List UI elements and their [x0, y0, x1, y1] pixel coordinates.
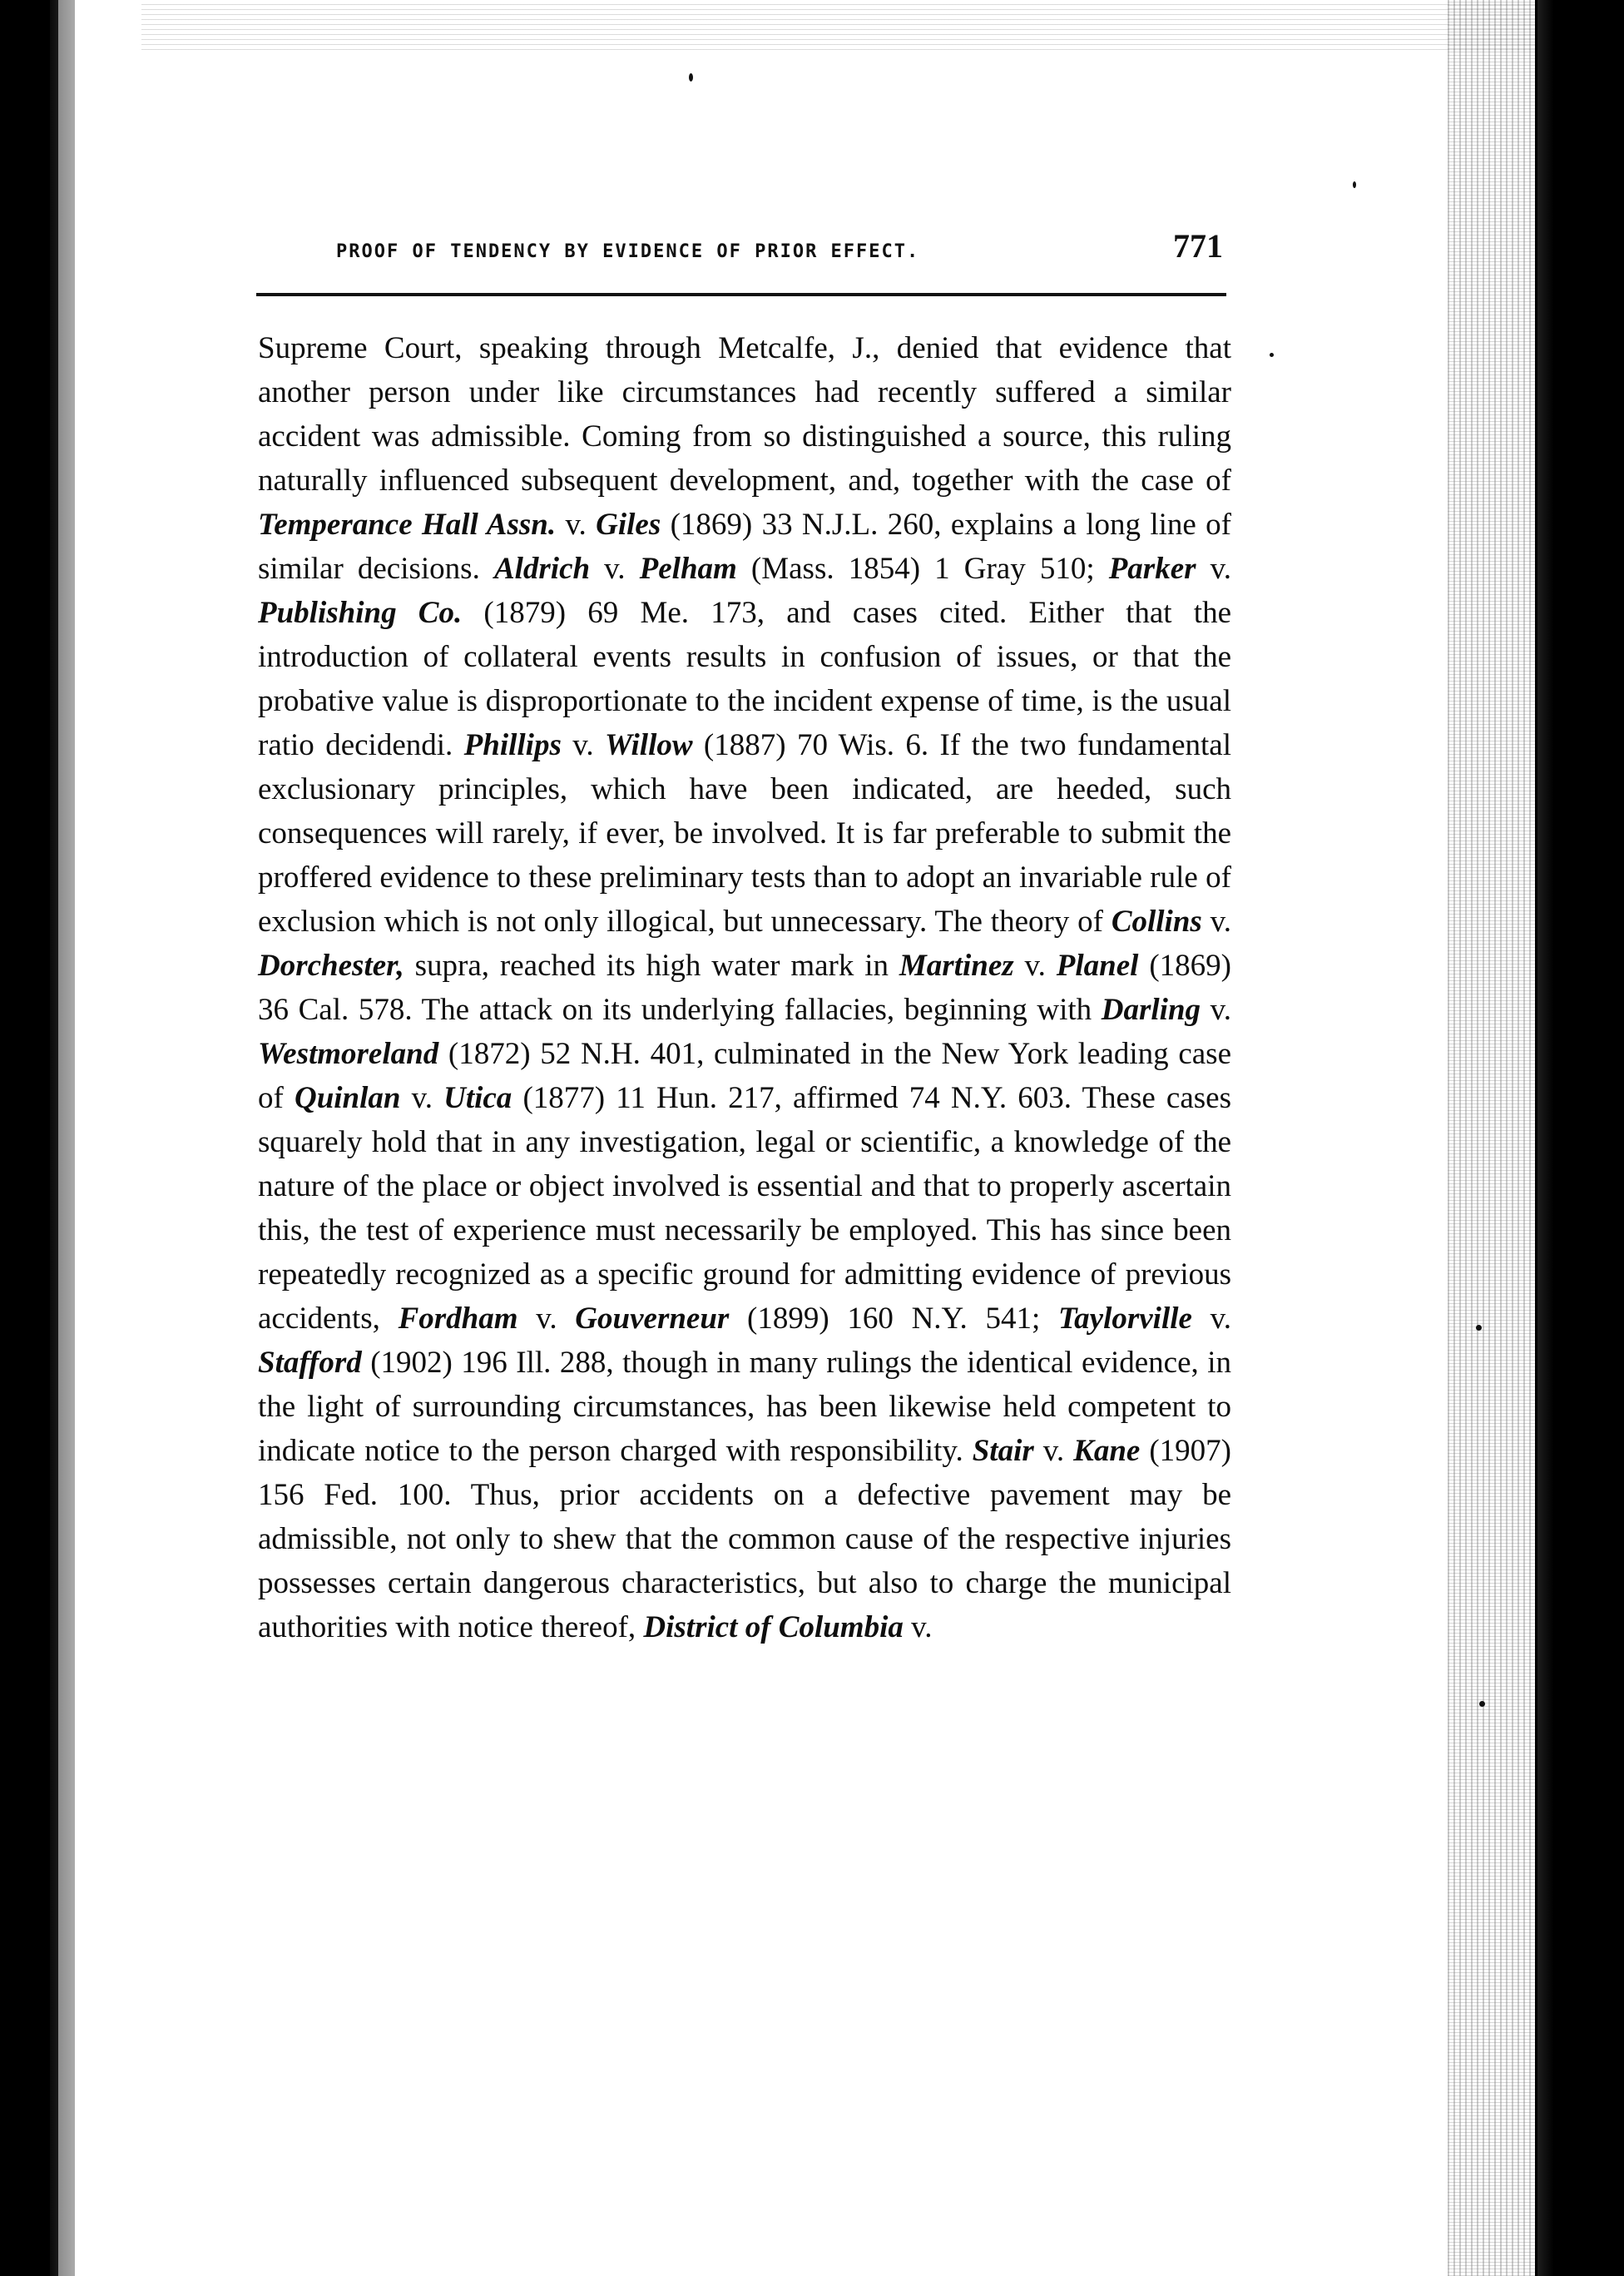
body-text-run: v. [517, 1302, 576, 1336]
scan-speck [1353, 181, 1356, 188]
body-paragraph [258, 326, 1231, 1649]
body-text-run: (1887) 70 Wis. 6. If the two fundamental exclusionary principles, which have been indicated, are heeded, such consequences will rarely, if ever, be involved. It is far preferable to submit the proffered evidence to these preliminary tests than to adopt an invariable rule of exclusion which is not only illogical, but unnecessary. The theory of [258, 728, 1231, 939]
case-name: Pelham [639, 552, 737, 586]
case-name: Aldrich [493, 552, 591, 586]
case-name: Phillips [463, 728, 562, 762]
case-name: Giles [596, 508, 661, 542]
body-text-run: v. [1201, 905, 1231, 939]
case-name: Utica [443, 1081, 512, 1115]
body-text-run: v. [561, 728, 605, 762]
body-text-run: Supreme Court, speaking through Metcalfe, J., denied that evidence that another person under like circumstances had recently suffered a similar accident was admissible. Coming from so distinguished a source, this ruling naturally influenced subsequent development, and, together with the case of [258, 331, 1231, 498]
case-name: Taylorville [1057, 1302, 1192, 1336]
scan-speck [1270, 353, 1274, 357]
body-text-run: v. [903, 1610, 933, 1644]
body-text-run: (1879) 69 Me. 173, and cases cited. Either that the introduction of collateral events results in confusion of issues, or that the probative value is disproportionate to the incident expense of time, is the usual ratio decidendi. [258, 596, 1231, 762]
case-name: Fordham [398, 1302, 518, 1336]
body-text-run: v. [1196, 552, 1231, 586]
page-number: 771 [1173, 227, 1223, 265]
header-rule [256, 293, 1226, 296]
case-name: Darling [1101, 993, 1201, 1027]
scan-speck [1479, 1701, 1485, 1707]
case-name: Gouverneur [575, 1302, 730, 1336]
right-page-edge [1537, 0, 1561, 2276]
body-text-run: supra, reached its high water mark in [404, 949, 899, 983]
scan-speck [689, 73, 693, 82]
case-name: Planel [1056, 949, 1139, 983]
left-binding-shadow [50, 0, 75, 2276]
case-name: Martinez [899, 949, 1014, 983]
running-head [336, 226, 1223, 276]
body-text-run: v. [400, 1081, 444, 1115]
case-name: Westmoreland [258, 1037, 439, 1071]
body-text-run: (Mass. 1854) 1 Gray 510; [736, 552, 1109, 586]
case-name: Willow [604, 728, 693, 762]
case-name: Temperance Hall Assn. [258, 508, 557, 542]
top-scan-noise [141, 0, 1539, 50]
body-text-run: v. [1013, 949, 1057, 983]
running-title: PROOF OF TENDENCY BY EVIDENCE OF PRIOR EFFECT. [336, 241, 920, 262]
body-text-run: v. [1033, 1434, 1074, 1468]
scan-speck [1476, 1325, 1482, 1331]
case-name: Publishing Co. [258, 596, 463, 630]
body-text-run: v. [590, 552, 640, 586]
body-text-run: v. [1201, 993, 1231, 1027]
body-text-run: v. [1191, 1302, 1231, 1336]
case-name: Stair [972, 1434, 1034, 1468]
case-name: Quinlan [294, 1081, 401, 1115]
case-name: Stafford [258, 1346, 362, 1380]
body-text-run: (1899) 160 N.Y. 541; [729, 1302, 1058, 1336]
right-scan-noise [1448, 0, 1624, 2276]
body-text-run: (1877) 11 Hun. 217, affirmed 74 N.Y. 603. These cases squarely hold that in any investigation, legal or scientific, a knowledge of the nature of the place or object involved is essential and that to properly ascertain this, the test of experience must necessarily be employed. This has since been repeatedly recognized as a specific ground for admitting evidence of previous accidents, [258, 1081, 1231, 1336]
body-text-run: (1869) 36 Cal. 578. The attack on its underlying fallacies, beginning with [258, 949, 1231, 1027]
body-text-run: (1872) 52 N.H. 401, culminated in the New York leading case of [258, 1037, 1231, 1115]
body-text-run: v. [556, 508, 597, 542]
body-text-run: (1907) 156 Fed. 100. Thus, prior accidents on a defective pavement may be admissible, not only to shew that the common cause of the respective injuries possesses certain dangerous characteristics, but also to charge the municipal authorities with notice thereof, [258, 1434, 1231, 1644]
case-name: Dorchester, [258, 949, 404, 983]
case-name: Parker [1108, 552, 1196, 586]
body-text-run: (1902) 196 Ill. 288, though in many rulings the identical evidence, in the light of surrounding circumstances, has been likewise held competent to indicate notice to the person charged with responsibility. [258, 1346, 1231, 1468]
case-name: Kane [1073, 1434, 1141, 1468]
case-name: District of Columbia [643, 1610, 904, 1644]
case-name: Collins [1111, 905, 1202, 939]
body-text-run: (1869) 33 N.J.L. 260, explains a long line of similar decisions. [258, 508, 1231, 586]
